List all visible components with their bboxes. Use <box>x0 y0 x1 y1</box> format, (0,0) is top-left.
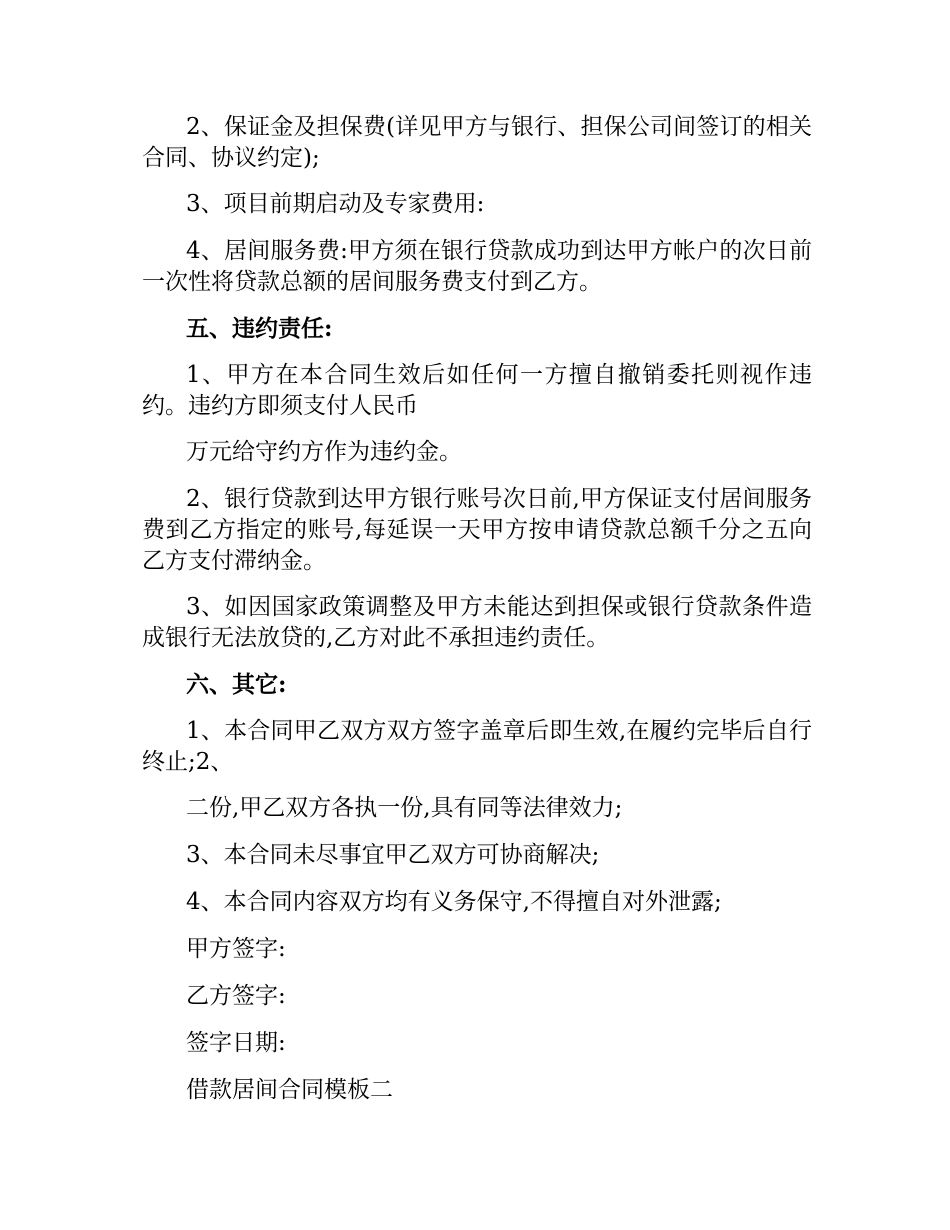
signature-date-label: 签字日期: <box>186 1030 286 1056</box>
heading-breach-liability: 五、违约责任: <box>186 315 333 342</box>
document-page <box>142 112 812 1122</box>
template-two-title: 借款居间合同模板二 <box>186 1077 393 1103</box>
heading-other-terms: 六、其它: <box>186 671 287 698</box>
paragraph-other-clause-1: 1、本合同甲乙双方双方签字盖章后即生效,在履约完毕后自行终止;2、 <box>142 718 812 775</box>
paragraph-other-clause-4: 4、本合同内容双方均有义务保守,不得擅自对外泄露; <box>186 889 722 915</box>
party-b-signature-label: 乙方签字: <box>186 983 286 1009</box>
paragraph-deposit-guarantee-fee: 2、保证金及担保费(详见甲方与银行、担保公司间签订的相关合同、协议约定); <box>142 114 812 171</box>
paragraph-breach-clause-2: 2、银行贷款到达甲方银行账号次日前,甲方保证支付居间服务费到乙方指定的账号,每延误一天甲方按申请贷款总额千分之五向乙方支付滞纳金。 <box>142 486 812 574</box>
paragraph-project-startup-fee: 3、项目前期启动及专家费用: <box>186 191 485 217</box>
paragraph-intermediary-service-fee: 4、居间服务费:甲方须在银行贷款成功到达甲方帐户的次日前一次性将贷款总额的居间服务费支付到乙方。 <box>142 238 812 295</box>
paragraph-breach-clause-1: 1、甲方在本合同生效后如任何一方擅自撤销委托则视作违约。违约方即须支付人民币 <box>142 362 812 419</box>
paragraph-breach-penalty-amount: 万元给守约方作为违约金。 <box>186 439 462 465</box>
paragraph-other-clause-3: 3、本合同未尽事宜甲乙双方可协商解决; <box>186 842 600 868</box>
paragraph-breach-clause-3: 3、如因国家政策调整及甲方未能达到担保或银行贷款条件造成银行无法放贷的,乙方对此不承担违约责任。 <box>142 594 812 651</box>
paragraph-other-copies: 二份,甲乙双方各执一份,具有同等法律效力; <box>186 795 623 821</box>
party-a-signature-label: 甲方签字: <box>186 936 286 962</box>
